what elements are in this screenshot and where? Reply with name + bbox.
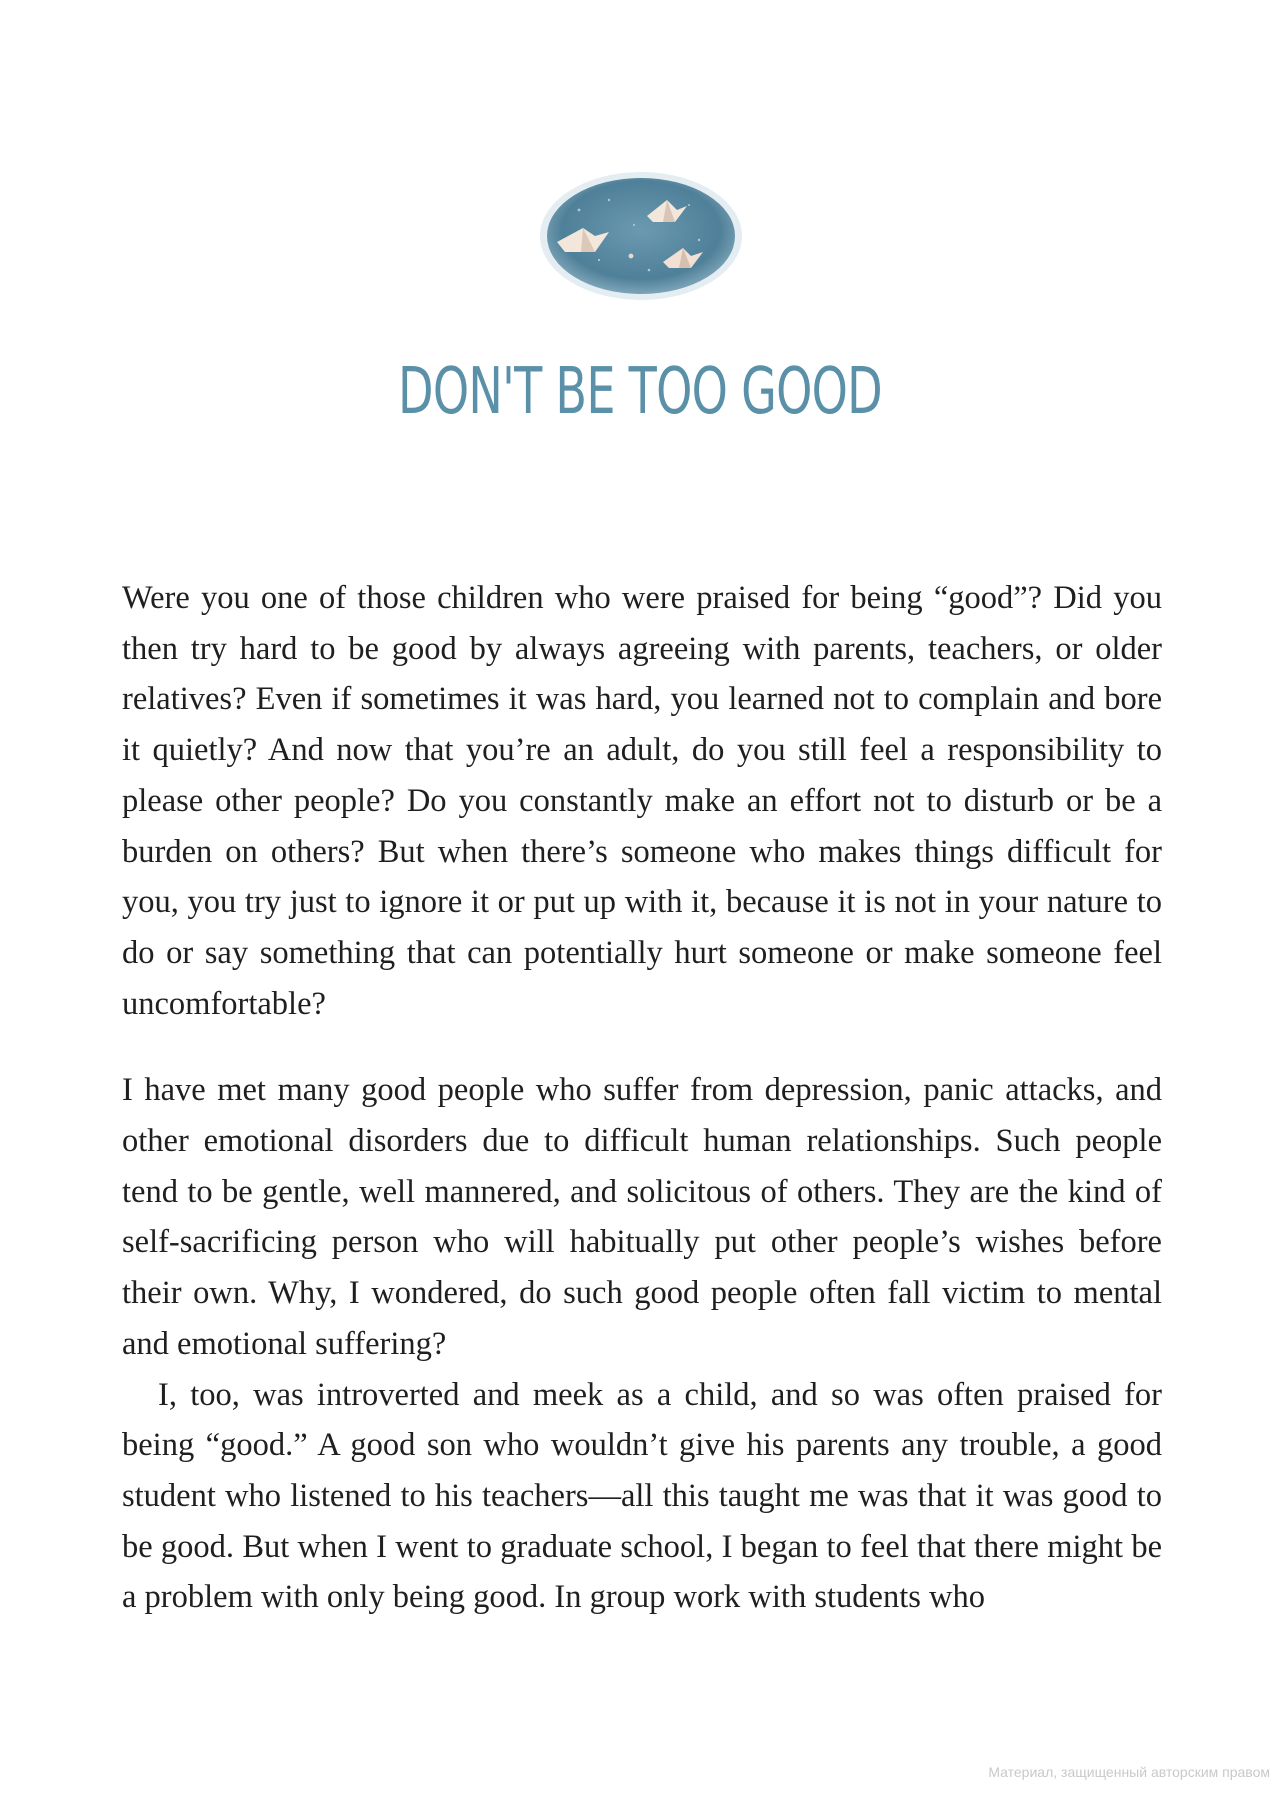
paragraph: Were you one of those children who were praised for being “good”? Did you then try hard to be good by always agreeing with parents, teachers, or older relatives? Even if sometimes it was hard, you learned not to complain and bore it quietly? And now that you’re an adult, do you still feel a responsibility to please other people? Do you constantly make an effort not to disturb or be a burden on others? But when there’s someone who makes things difficult for you, you try just to ignore it or put up with it, because it is not in your nature to do or say something that can potentially hurt someone or make someone feel uncomfortable? <box>122 580 1162 1022</box>
small-boat-dot <box>629 254 634 259</box>
copyright-watermark: Материал, защищенный авторским правом <box>988 1764 1270 1780</box>
paper-boats-illustration <box>539 170 743 302</box>
body-text <box>122 573 1162 1623</box>
chapter-title: DON'T BE TOO GOOD <box>398 355 882 429</box>
paragraph: I have met many good people who suffer from depression, panic attacks, and other emotional disorders due to difficult human relationships. Such people tend to be gentle, well mannered, and solicitous of others. They are the kind of self-sacrificing person who will habitually put other people’s wishes before their own. Why, I wondered, do such good people often fall victim to mental and emotional suffering? <box>122 1072 1162 1362</box>
paragraph: I, too, was introverted and meek as a child, and so was often praised for being “good.” A good son who wouldn’t give his parents any trouble, a good student who listened to his teachers—all this taught me was that it was good to be good. But when I went to graduate school, I began to feel that there might be a problem with only being good. In group work with students who <box>122 1376 1162 1616</box>
